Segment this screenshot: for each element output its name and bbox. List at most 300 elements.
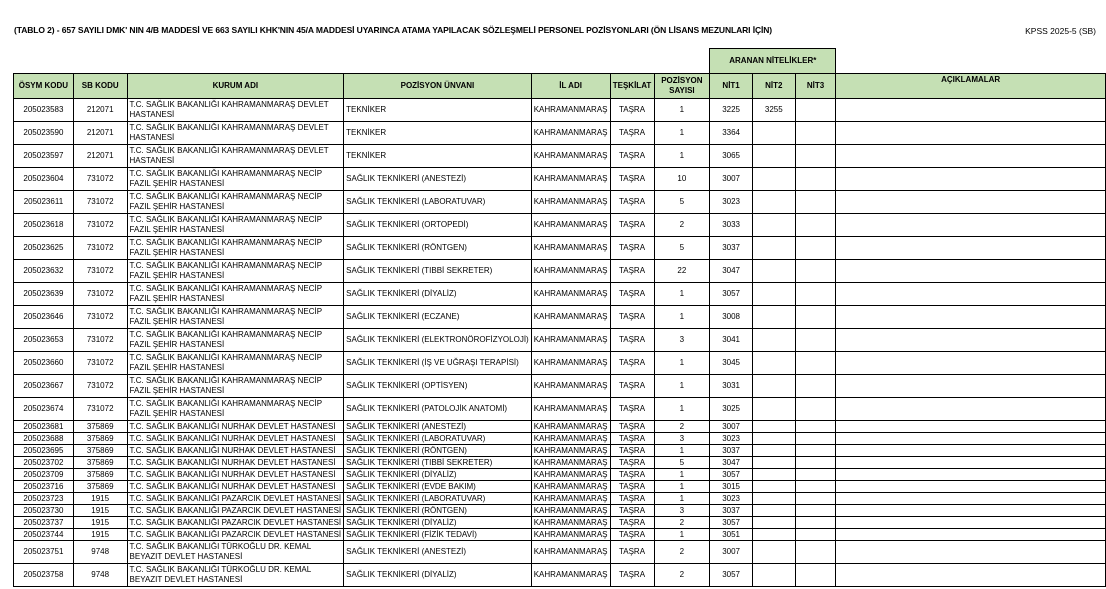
- cell-teskilat: TAŞRA: [610, 444, 654, 456]
- cell-teskilat: TAŞRA: [610, 144, 654, 167]
- cell-nit1: 3007: [710, 167, 753, 190]
- cell-osym-kodu: 205023709: [14, 468, 74, 480]
- cell-sb-kodu: 212071: [73, 121, 127, 144]
- cell-pozisyon-sayisi: 1: [654, 144, 710, 167]
- col-nit2: NİT2: [752, 73, 795, 98]
- cell-nit1: 3045: [710, 351, 753, 374]
- cell-pozisyon-unvani: SAĞLIK TEKNİKERİ (İŞ VE UĞRAŞI TERAPİSİ): [344, 351, 532, 374]
- cell-pozisyon-unvani: SAĞLIK TEKNİKERİ (DİYALİZ): [344, 516, 532, 528]
- cell-pozisyon-unvani: TEKNİKER: [344, 121, 532, 144]
- cell-nit2: [752, 259, 795, 282]
- cell-nit3: [795, 282, 836, 305]
- cell-nit1: 3031: [710, 374, 753, 397]
- cell-pozisyon-sayisi: 10: [654, 167, 710, 190]
- cell-kurum-adi: T.C. SAĞLIK BAKANLIĞI NURHAK DEVLET HASTANESİ: [127, 420, 344, 432]
- cell-pozisyon-unvani: SAĞLIK TEKNİKERİ (ANESTEZİ): [344, 540, 532, 563]
- cell-aciklama: [836, 374, 1106, 397]
- cell-nit3: [795, 492, 836, 504]
- cell-osym-kodu: 205023667: [14, 374, 74, 397]
- cell-il-adi: KAHRAMANMARAŞ: [531, 516, 610, 528]
- cell-sb-kodu: 375869: [73, 420, 127, 432]
- cell-sb-kodu: 375869: [73, 432, 127, 444]
- cell-kurum-adi: T.C. SAĞLIK BAKANLIĞI TÜRKOĞLU DR. KEMAL BEYAZIT DEVLET HASTANESİ: [127, 563, 344, 586]
- cell-nit1: 3037: [710, 504, 753, 516]
- cell-pozisyon-unvani: SAĞLIK TEKNİKERİ (ECZANE): [344, 305, 532, 328]
- cell-il-adi: KAHRAMANMARAŞ: [531, 167, 610, 190]
- col-nit1: NİT1: [710, 73, 753, 98]
- table-row: [14, 374, 1106, 397]
- cell-il-adi: KAHRAMANMARAŞ: [531, 444, 610, 456]
- table-row: [14, 213, 1106, 236]
- cell-sb-kodu: 1915: [73, 504, 127, 516]
- cell-nit1: 3023: [710, 190, 753, 213]
- cell-kurum-adi: T.C. SAĞLIK BAKANLIĞI KAHRAMANMARAŞ DEVLET HASTANESİ: [127, 144, 344, 167]
- cell-pozisyon-unvani: SAĞLIK TEKNİKERİ (LABORATUVAR): [344, 190, 532, 213]
- cell-nit3: [795, 351, 836, 374]
- cell-aciklama: [836, 563, 1106, 586]
- cell-osym-kodu: 205023695: [14, 444, 74, 456]
- cell-nit1: 3023: [710, 432, 753, 444]
- cell-sb-kodu: 731072: [73, 167, 127, 190]
- cell-teskilat: TAŞRA: [610, 213, 654, 236]
- table-row: [14, 190, 1106, 213]
- cell-il-adi: KAHRAMANMARAŞ: [531, 98, 610, 121]
- cell-pozisyon-unvani: SAĞLIK TEKNİKERİ (RÖNTGEN): [344, 236, 532, 259]
- cell-pozisyon-sayisi: 5: [654, 236, 710, 259]
- cell-pozisyon-sayisi: 2: [654, 420, 710, 432]
- cell-sb-kodu: 731072: [73, 236, 127, 259]
- cell-kurum-adi: T.C. SAĞLIK BAKANLIĞI KAHRAMANMARAŞ NECİP FAZIL ŞEHİR HASTANESİ: [127, 374, 344, 397]
- cell-kurum-adi: T.C. SAĞLIK BAKANLIĞI KAHRAMANMARAŞ NECİP FAZIL ŞEHİR HASTANESİ: [127, 351, 344, 374]
- cell-il-adi: KAHRAMANMARAŞ: [531, 420, 610, 432]
- cell-teskilat: TAŞRA: [610, 305, 654, 328]
- cell-pozisyon-unvani: SAĞLIK TEKNİKERİ (TIBBİ SEKRETER): [344, 456, 532, 468]
- cell-nit2: [752, 444, 795, 456]
- cell-osym-kodu: 205023583: [14, 98, 74, 121]
- cell-nit3: [795, 328, 836, 351]
- cell-sb-kodu: 212071: [73, 98, 127, 121]
- cell-nit2: [752, 468, 795, 480]
- cell-osym-kodu: 205023604: [14, 167, 74, 190]
- cell-il-adi: KAHRAMANMARAŞ: [531, 480, 610, 492]
- document-code: KPSS 2025-5 (SB): [1025, 26, 1096, 36]
- cell-sb-kodu: 1915: [73, 516, 127, 528]
- cell-aciklama: [836, 121, 1106, 144]
- cell-nit3: [795, 144, 836, 167]
- cell-pozisyon-sayisi: 1: [654, 351, 710, 374]
- cell-il-adi: KAHRAMANMARAŞ: [531, 504, 610, 516]
- cell-pozisyon-sayisi: 1: [654, 468, 710, 480]
- cell-il-adi: KAHRAMANMARAŞ: [531, 397, 610, 420]
- cell-teskilat: TAŞRA: [610, 492, 654, 504]
- cell-sb-kodu: 731072: [73, 282, 127, 305]
- cell-aciklama: [836, 213, 1106, 236]
- table-row: [14, 167, 1106, 190]
- cell-sb-kodu: 375869: [73, 456, 127, 468]
- cell-nit2: [752, 328, 795, 351]
- cell-nit3: [795, 213, 836, 236]
- cell-pozisyon-sayisi: 1: [654, 480, 710, 492]
- table-row: [14, 328, 1106, 351]
- cell-pozisyon-sayisi: 3: [654, 328, 710, 351]
- cell-nit2: [752, 190, 795, 213]
- table-row: [14, 121, 1106, 144]
- cell-nit2: [752, 213, 795, 236]
- cell-aciklama: [836, 432, 1106, 444]
- cell-il-adi: KAHRAMANMARAŞ: [531, 259, 610, 282]
- cell-aciklama: [836, 456, 1106, 468]
- cell-il-adi: KAHRAMANMARAŞ: [531, 492, 610, 504]
- cell-teskilat: TAŞRA: [610, 480, 654, 492]
- cell-nit3: [795, 480, 836, 492]
- table-body: [14, 98, 1106, 586]
- cell-nit3: [795, 456, 836, 468]
- cell-il-adi: KAHRAMANMARAŞ: [531, 305, 610, 328]
- cell-teskilat: TAŞRA: [610, 420, 654, 432]
- cell-nit2: [752, 504, 795, 516]
- cell-osym-kodu: 205023688: [14, 432, 74, 444]
- cell-il-adi: KAHRAMANMARAŞ: [531, 213, 610, 236]
- col-il-adi: İL ADI: [531, 73, 610, 98]
- cell-teskilat: TAŞRA: [610, 456, 654, 468]
- cell-nit1: 3015: [710, 480, 753, 492]
- cell-kurum-adi: T.C. SAĞLIK BAKANLIĞI KAHRAMANMARAŞ NECİP FAZIL ŞEHİR HASTANESİ: [127, 213, 344, 236]
- cell-il-adi: KAHRAMANMARAŞ: [531, 374, 610, 397]
- table-row: [14, 504, 1106, 516]
- cell-aciklama: [836, 328, 1106, 351]
- cell-pozisyon-unvani: SAĞLIK TEKNİKERİ (ELEKTRONÖROFİZYOLOJİ): [344, 328, 532, 351]
- cell-nit1: 3007: [710, 420, 753, 432]
- cell-nit3: [795, 236, 836, 259]
- cell-sb-kodu: 731072: [73, 374, 127, 397]
- cell-il-adi: KAHRAMANMARAŞ: [531, 563, 610, 586]
- cell-il-adi: KAHRAMANMARAŞ: [531, 456, 610, 468]
- cell-osym-kodu: 205023737: [14, 516, 74, 528]
- cell-nit3: [795, 259, 836, 282]
- cell-nit2: [752, 480, 795, 492]
- table-row: [14, 236, 1106, 259]
- cell-aciklama: [836, 351, 1106, 374]
- cell-osym-kodu: 205023653: [14, 328, 74, 351]
- table-row: [14, 444, 1106, 456]
- cell-sb-kodu: 1915: [73, 528, 127, 540]
- col-nit3: NİT3: [795, 73, 836, 98]
- table-row: [14, 480, 1106, 492]
- cell-nit2: [752, 351, 795, 374]
- cell-pozisyon-sayisi: 1: [654, 374, 710, 397]
- cell-nit2: [752, 420, 795, 432]
- cell-osym-kodu: 205023751: [14, 540, 74, 563]
- table-row: [14, 432, 1106, 444]
- cell-nit3: [795, 167, 836, 190]
- cell-nit1: 3041: [710, 328, 753, 351]
- col-pozisyon-unvani: POZİSYON ÜNVANI: [344, 73, 532, 98]
- cell-pozisyon-sayisi: 1: [654, 98, 710, 121]
- cell-kurum-adi: T.C. SAĞLIK BAKANLIĞI NURHAK DEVLET HASTANESİ: [127, 480, 344, 492]
- cell-sb-kodu: 375869: [73, 444, 127, 456]
- cell-teskilat: TAŞRA: [610, 540, 654, 563]
- cell-osym-kodu: 205023590: [14, 121, 74, 144]
- cell-pozisyon-unvani: SAĞLIK TEKNİKERİ (LABORATUVAR): [344, 432, 532, 444]
- cell-il-adi: KAHRAMANMARAŞ: [531, 144, 610, 167]
- cell-nit2: [752, 540, 795, 563]
- cell-aciklama: [836, 144, 1106, 167]
- col-sb-kodu: SB KODU: [73, 73, 127, 98]
- table-row: [14, 528, 1106, 540]
- cell-aciklama: [836, 492, 1106, 504]
- cell-sb-kodu: 731072: [73, 213, 127, 236]
- cell-pozisyon-sayisi: 1: [654, 444, 710, 456]
- cell-nit2: [752, 282, 795, 305]
- cell-aciklama: [836, 397, 1106, 420]
- cell-pozisyon-sayisi: 5: [654, 456, 710, 468]
- cell-kurum-adi: T.C. SAĞLIK BAKANLIĞI KAHRAMANMARAŞ NECİP FAZIL ŞEHİR HASTANESİ: [127, 167, 344, 190]
- cell-sb-kodu: 731072: [73, 351, 127, 374]
- cell-osym-kodu: 205023625: [14, 236, 74, 259]
- cell-pozisyon-unvani: SAĞLIK TEKNİKERİ (DİYALİZ): [344, 468, 532, 480]
- cell-il-adi: KAHRAMANMARAŞ: [531, 328, 610, 351]
- cell-aciklama: [836, 480, 1106, 492]
- cell-nit1: 3065: [710, 144, 753, 167]
- cell-aciklama: [836, 528, 1106, 540]
- cell-aciklama: [836, 259, 1106, 282]
- cell-aciklama: [836, 420, 1106, 432]
- cell-aciklama: [836, 468, 1106, 480]
- cell-pozisyon-unvani: SAĞLIK TEKNİKERİ (RÖNTGEN): [344, 504, 532, 516]
- cell-teskilat: TAŞRA: [610, 432, 654, 444]
- cell-aciklama: [836, 516, 1106, 528]
- cell-kurum-adi: T.C. SAĞLIK BAKANLIĞI KAHRAMANMARAŞ NECİP FAZIL ŞEHİR HASTANESİ: [127, 305, 344, 328]
- cell-il-adi: KAHRAMANMARAŞ: [531, 190, 610, 213]
- cell-pozisyon-unvani: SAĞLIK TEKNİKERİ (OPTİSYEN): [344, 374, 532, 397]
- cell-pozisyon-unvani: SAĞLIK TEKNİKERİ (PATOLOJİK ANATOMİ): [344, 397, 532, 420]
- cell-nit3: [795, 397, 836, 420]
- cell-osym-kodu: 205023639: [14, 282, 74, 305]
- col-kurum-adi: KURUM ADI: [127, 73, 344, 98]
- cell-teskilat: TAŞRA: [610, 167, 654, 190]
- cell-kurum-adi: T.C. SAĞLIK BAKANLIĞI KAHRAMANMARAŞ NECİP FAZIL ŞEHİR HASTANESİ: [127, 282, 344, 305]
- cell-osym-kodu: 205023723: [14, 492, 74, 504]
- table-row: [14, 516, 1106, 528]
- cell-kurum-adi: T.C. SAĞLIK BAKANLIĞI KAHRAMANMARAŞ NECİP FAZIL ŞEHİR HASTANESİ: [127, 259, 344, 282]
- aranan-nitelikler-header: ARANAN NİTELİKLER*: [710, 49, 836, 74]
- cell-pozisyon-sayisi: 1: [654, 121, 710, 144]
- cell-sb-kodu: 9748: [73, 540, 127, 563]
- cell-osym-kodu: 205023702: [14, 456, 74, 468]
- cell-kurum-adi: T.C. SAĞLIK BAKANLIĞI PAZARCIK DEVLET HASTANESİ: [127, 516, 344, 528]
- cell-nit1: 3007: [710, 540, 753, 563]
- cell-aciklama: [836, 282, 1106, 305]
- cell-pozisyon-sayisi: 22: [654, 259, 710, 282]
- cell-osym-kodu: 205023716: [14, 480, 74, 492]
- cell-osym-kodu: 205023758: [14, 563, 74, 586]
- cell-pozisyon-sayisi: 2: [654, 540, 710, 563]
- cell-nit2: [752, 456, 795, 468]
- cell-kurum-adi: T.C. SAĞLIK BAKANLIĞI NURHAK DEVLET HASTANESİ: [127, 432, 344, 444]
- document-title: (TABLO 2) - 657 SAYILI DMK' NIN 4/B MADDESİ VE 663 SAYILI KHK'NIN 45/A MADDESİ UYARINCA ATAMA YAPILACAK SÖZLEŞMELİ PERSONEL POZİSYONLARI (ÖN LİSANS MEZUNLARI İÇİN): [14, 25, 773, 35]
- cell-kurum-adi: T.C. SAĞLIK BAKANLIĞI PAZARCIK DEVLET HASTANESİ: [127, 504, 344, 516]
- cell-pozisyon-unvani: SAĞLIK TEKNİKERİ (ANESTEZİ): [344, 420, 532, 432]
- cell-il-adi: KAHRAMANMARAŞ: [531, 121, 610, 144]
- table-row: [14, 492, 1106, 504]
- cell-nit2: 3255: [752, 98, 795, 121]
- cell-sb-kodu: 731072: [73, 190, 127, 213]
- cell-sb-kodu: 731072: [73, 259, 127, 282]
- cell-teskilat: TAŞRA: [610, 563, 654, 586]
- cell-nit1: 3051: [710, 528, 753, 540]
- cell-nit3: [795, 98, 836, 121]
- cell-pozisyon-sayisi: 5: [654, 190, 710, 213]
- positions-table: [13, 48, 1106, 587]
- cell-nit2: [752, 167, 795, 190]
- cell-il-adi: KAHRAMANMARAŞ: [531, 432, 610, 444]
- cell-teskilat: TAŞRA: [610, 374, 654, 397]
- cell-il-adi: KAHRAMANMARAŞ: [531, 468, 610, 480]
- cell-nit3: [795, 374, 836, 397]
- cell-pozisyon-unvani: SAĞLIK TEKNİKERİ (RÖNTGEN): [344, 444, 532, 456]
- cell-pozisyon-unvani: TEKNİKER: [344, 98, 532, 121]
- cell-nit2: [752, 563, 795, 586]
- table-row: [14, 98, 1106, 121]
- cell-sb-kodu: 375869: [73, 480, 127, 492]
- cell-sb-kodu: 731072: [73, 328, 127, 351]
- table-row: [14, 420, 1106, 432]
- table-row: [14, 259, 1106, 282]
- cell-kurum-adi: T.C. SAĞLIK BAKANLIĞI PAZARCIK DEVLET HASTANESİ: [127, 528, 344, 540]
- table-row: [14, 563, 1106, 586]
- table-row: [14, 456, 1106, 468]
- cell-nit3: [795, 305, 836, 328]
- col-osym-kodu: ÖSYM KODU: [14, 73, 74, 98]
- cell-nit3: [795, 432, 836, 444]
- cell-pozisyon-unvani: SAĞLIK TEKNİKERİ (ANESTEZİ): [344, 167, 532, 190]
- cell-pozisyon-unvani: SAĞLIK TEKNİKERİ (LABORATUVAR): [344, 492, 532, 504]
- cell-pozisyon-unvani: TEKNİKER: [344, 144, 532, 167]
- cell-pozisyon-sayisi: 3: [654, 432, 710, 444]
- cell-osym-kodu: 205023660: [14, 351, 74, 374]
- cell-nit3: [795, 190, 836, 213]
- cell-kurum-adi: T.C. SAĞLIK BAKANLIĞI KAHRAMANMARAŞ NECİP FAZIL ŞEHİR HASTANESİ: [127, 236, 344, 259]
- cell-nit3: [795, 516, 836, 528]
- cell-nit2: [752, 144, 795, 167]
- cell-pozisyon-unvani: SAĞLIK TEKNİKERİ (ORTOPEDİ): [344, 213, 532, 236]
- cell-nit2: [752, 432, 795, 444]
- cell-osym-kodu: 205023674: [14, 397, 74, 420]
- cell-nit1: 3037: [710, 236, 753, 259]
- cell-nit2: [752, 516, 795, 528]
- cell-teskilat: TAŞRA: [610, 121, 654, 144]
- cell-sb-kodu: 731072: [73, 305, 127, 328]
- table-row: [14, 397, 1106, 420]
- cell-nit2: [752, 528, 795, 540]
- cell-pozisyon-sayisi: 1: [654, 305, 710, 328]
- cell-osym-kodu: 205023611: [14, 190, 74, 213]
- cell-pozisyon-unvani: SAĞLIK TEKNİKERİ (FİZİK TEDAVİ): [344, 528, 532, 540]
- col-pozisyon-sayisi: POZİSYON SAYISI: [654, 73, 710, 98]
- cell-nit3: [795, 563, 836, 586]
- cell-nit1: 3008: [710, 305, 753, 328]
- cell-pozisyon-sayisi: 1: [654, 282, 710, 305]
- cell-pozisyon-sayisi: 2: [654, 213, 710, 236]
- cell-nit3: [795, 468, 836, 480]
- cell-nit3: [795, 528, 836, 540]
- cell-pozisyon-unvani: SAĞLIK TEKNİKERİ (EVDE BAKIM): [344, 480, 532, 492]
- cell-il-adi: KAHRAMANMARAŞ: [531, 236, 610, 259]
- table-row: [14, 540, 1106, 563]
- cell-sb-kodu: 212071: [73, 144, 127, 167]
- cell-kurum-adi: T.C. SAĞLIK BAKANLIĞI PAZARCIK DEVLET HASTANESİ: [127, 492, 344, 504]
- cell-nit1: 3057: [710, 468, 753, 480]
- cell-pozisyon-sayisi: 1: [654, 397, 710, 420]
- cell-nit2: [752, 121, 795, 144]
- cell-nit1: 3033: [710, 213, 753, 236]
- cell-nit1: 3225: [710, 98, 753, 121]
- cell-il-adi: KAHRAMANMARAŞ: [531, 282, 610, 305]
- cell-teskilat: TAŞRA: [610, 351, 654, 374]
- cell-pozisyon-unvani: SAĞLIK TEKNİKERİ (DİYALİZ): [344, 563, 532, 586]
- cell-kurum-adi: T.C. SAĞLIK BAKANLIĞI TÜRKOĞLU DR. KEMAL BEYAZIT DEVLET HASTANESİ: [127, 540, 344, 563]
- cell-nit1: 3057: [710, 282, 753, 305]
- cell-nit2: [752, 305, 795, 328]
- cell-nit3: [795, 420, 836, 432]
- cell-nit1: 3057: [710, 516, 753, 528]
- cell-teskilat: TAŞRA: [610, 328, 654, 351]
- cell-nit1: 3037: [710, 444, 753, 456]
- cell-osym-kodu: 205023730: [14, 504, 74, 516]
- cell-il-adi: KAHRAMANMARAŞ: [531, 540, 610, 563]
- cell-nit1: 3047: [710, 259, 753, 282]
- cell-nit2: [752, 492, 795, 504]
- cell-il-adi: KAHRAMANMARAŞ: [531, 528, 610, 540]
- cell-pozisyon-unvani: SAĞLIK TEKNİKERİ (TIBBİ SEKRETER): [344, 259, 532, 282]
- cell-kurum-adi: T.C. SAĞLIK BAKANLIĞI KAHRAMANMARAŞ DEVLET HASTANESİ: [127, 121, 344, 144]
- cell-osym-kodu: 205023632: [14, 259, 74, 282]
- cell-nit2: [752, 397, 795, 420]
- cell-nit1: 3025: [710, 397, 753, 420]
- cell-nit1: 3047: [710, 456, 753, 468]
- cell-aciklama: [836, 540, 1106, 563]
- col-aciklamalar: AÇIKLAMALAR: [836, 73, 1106, 98]
- cell-osym-kodu: 205023646: [14, 305, 74, 328]
- cell-kurum-adi: T.C. SAĞLIK BAKANLIĞI NURHAK DEVLET HASTANESİ: [127, 468, 344, 480]
- cell-sb-kodu: 731072: [73, 397, 127, 420]
- cell-teskilat: TAŞRA: [610, 259, 654, 282]
- cell-teskilat: TAŞRA: [610, 516, 654, 528]
- cell-aciklama: [836, 444, 1106, 456]
- cell-kurum-adi: T.C. SAĞLIK BAKANLIĞI KAHRAMANMARAŞ NECİP FAZIL ŞEHİR HASTANESİ: [127, 397, 344, 420]
- cell-teskilat: TAŞRA: [610, 98, 654, 121]
- cell-pozisyon-sayisi: 1: [654, 528, 710, 540]
- cell-osym-kodu: 205023618: [14, 213, 74, 236]
- table-row: [14, 468, 1106, 480]
- cell-aciklama: [836, 236, 1106, 259]
- cell-sb-kodu: 9748: [73, 563, 127, 586]
- cell-nit2: [752, 374, 795, 397]
- cell-osym-kodu: 205023681: [14, 420, 74, 432]
- cell-osym-kodu: 205023744: [14, 528, 74, 540]
- cell-aciklama: [836, 190, 1106, 213]
- table-row: [14, 144, 1106, 167]
- cell-pozisyon-sayisi: 2: [654, 516, 710, 528]
- cell-teskilat: TAŞRA: [610, 236, 654, 259]
- cell-nit3: [795, 444, 836, 456]
- cell-teskilat: TAŞRA: [610, 190, 654, 213]
- cell-nit3: [795, 540, 836, 563]
- cell-pozisyon-sayisi: 3: [654, 504, 710, 516]
- cell-nit3: [795, 121, 836, 144]
- cell-teskilat: TAŞRA: [610, 397, 654, 420]
- cell-teskilat: TAŞRA: [610, 528, 654, 540]
